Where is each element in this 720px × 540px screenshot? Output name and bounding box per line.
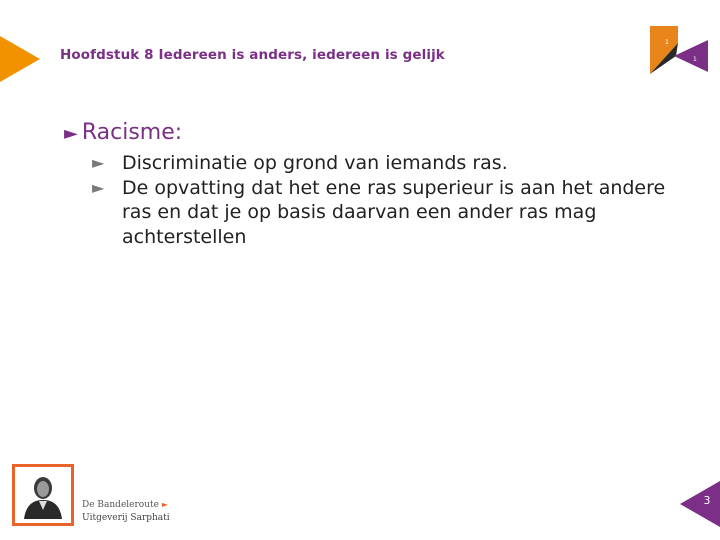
list-item-text: Discriminatie op grond van iemands ras.: [122, 152, 508, 174]
svg-text:1: 1: [693, 56, 697, 63]
list-item: [92, 176, 684, 250]
heading-line: [64, 120, 684, 145]
svg-text:1: 1: [665, 39, 669, 46]
triangle-bullet-icon: ►: [92, 153, 105, 172]
corner-triangle-decoration: [0, 36, 40, 82]
list-item-text: De opvatting dat het ene ras superieur is aan het andere ras en dat je op basis daarvan een ander ras mag achterstellen: [122, 176, 666, 248]
slide-heading: Racisme:: [81, 120, 183, 145]
list-item: [92, 151, 684, 176]
brand-logo-mark: [646, 26, 708, 76]
publisher-line-2: Uitgeverij Sarphati: [82, 513, 170, 523]
slide-content: [64, 120, 684, 249]
arrow-icon: ►: [161, 500, 168, 509]
publisher-line-1: De Bandeleroute: [82, 500, 159, 510]
triangle-bullet-icon: ►: [64, 123, 78, 144]
triangle-bullet-icon: ►: [92, 177, 105, 197]
publisher-portrait-logo: [12, 464, 74, 526]
publisher-name: [82, 498, 170, 525]
chapter-title: Hoofdstuk 8 Iedereen is anders, iedereen is gelijk: [60, 47, 445, 63]
page-number: 3: [703, 494, 711, 507]
